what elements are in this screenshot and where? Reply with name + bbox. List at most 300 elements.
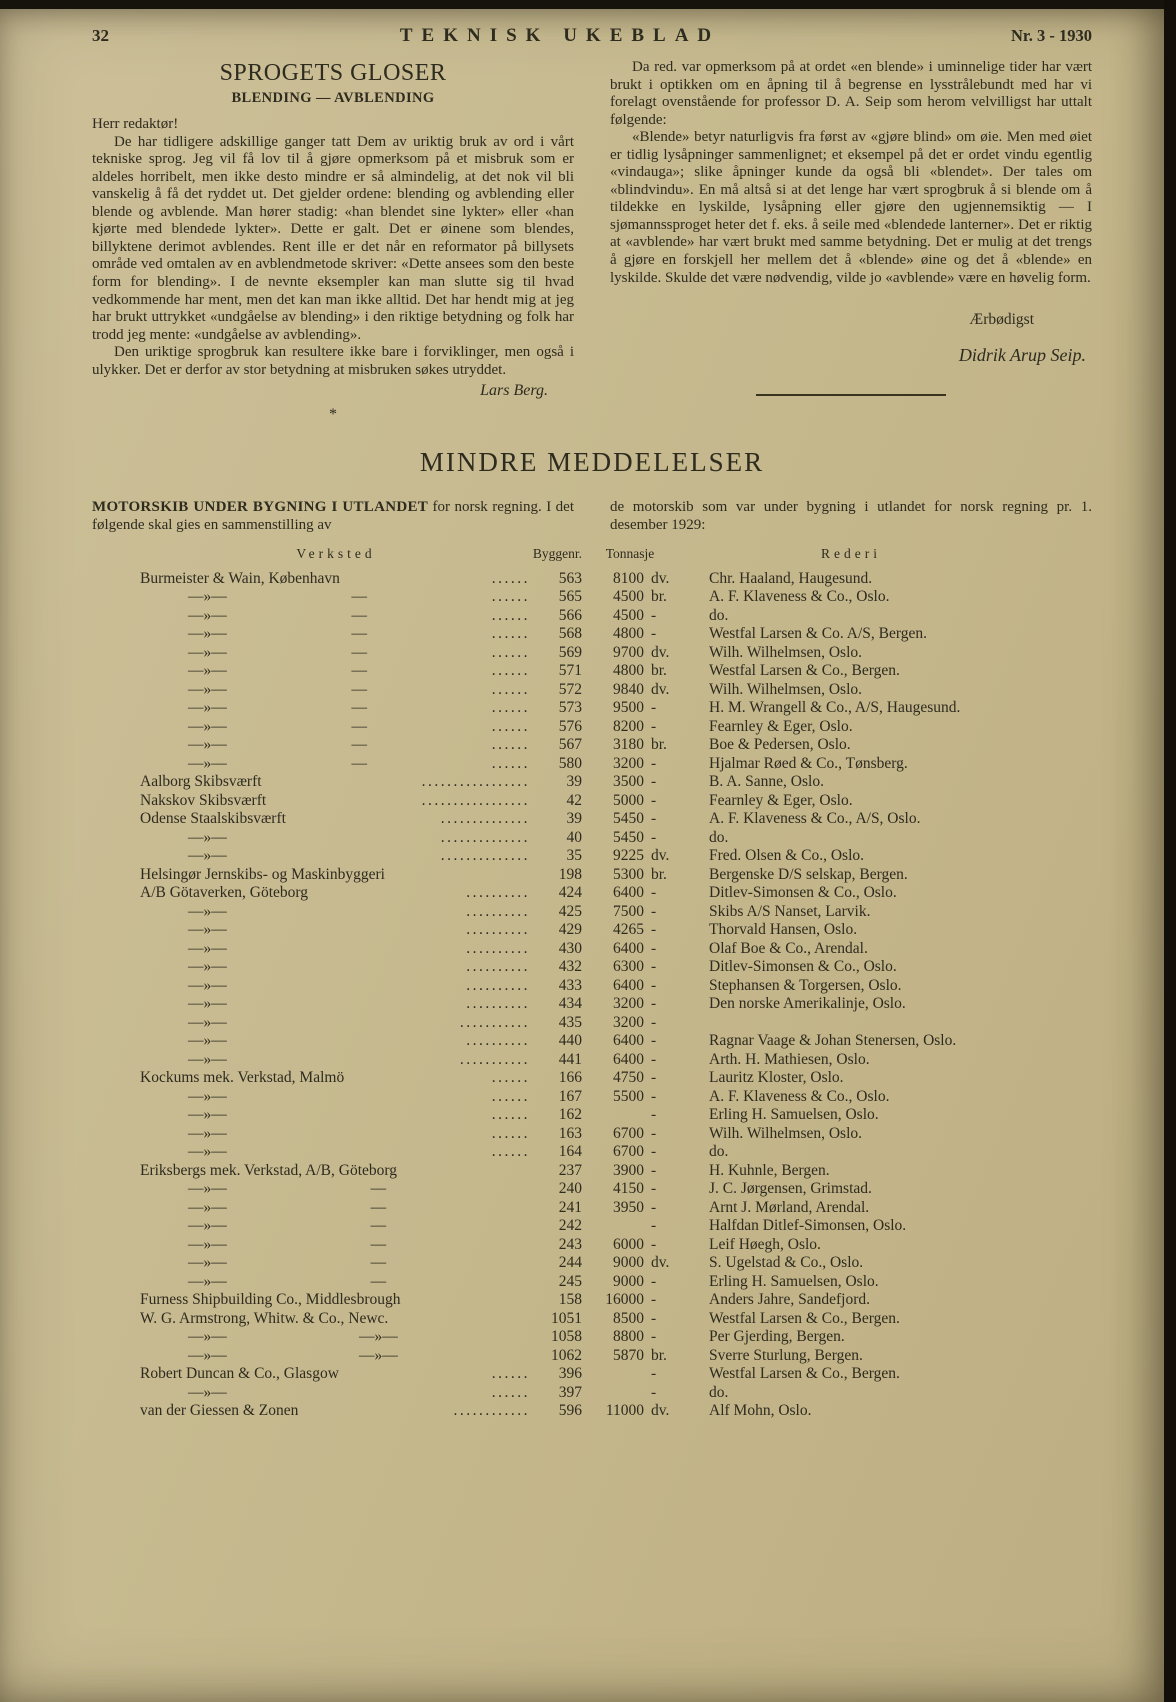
tonnage-unit: - xyxy=(651,810,657,828)
table-row xyxy=(140,1291,1024,1310)
verksted-cell xyxy=(140,699,532,718)
table-row xyxy=(140,1143,1024,1162)
byggenr-cell: 441 xyxy=(558,1050,582,1068)
byggenr-cell: 440 xyxy=(558,1032,582,1050)
table-row xyxy=(140,1236,1024,1255)
tonnage-value: 6300 xyxy=(613,958,644,976)
tonnage-value: 3180 xyxy=(613,736,644,754)
leader-dots: .......... xyxy=(466,921,530,939)
verksted-cell xyxy=(140,1143,532,1162)
rederi-cell: Ragnar Vaage & Johan Stenersen, Oslo. xyxy=(709,1032,957,1050)
verksted-name: —»— xyxy=(188,958,227,976)
tonnage-unit: - xyxy=(651,1217,657,1235)
ditto-mark: — xyxy=(351,754,367,772)
verksted-cell xyxy=(140,1365,532,1384)
header-tonnasje: Tonnasje xyxy=(605,545,655,561)
table-row xyxy=(140,1402,1024,1421)
page-number: 32 xyxy=(92,26,109,45)
byggenr-cell: 1062 xyxy=(551,1346,582,1364)
verksted-cell xyxy=(140,866,532,885)
tonnage-value: 3200 xyxy=(613,995,644,1013)
table-row xyxy=(140,1384,1024,1403)
article-title: SPROGETS GLOSER xyxy=(219,60,447,86)
tonnage-unit: dv. xyxy=(651,643,670,661)
leader-dots: ............ xyxy=(453,1402,530,1420)
table-row xyxy=(140,699,1024,718)
table-row xyxy=(140,1199,1024,1218)
table-row xyxy=(140,1088,1024,1107)
header-byggenr: Byggenr. xyxy=(532,545,582,561)
tonnage-unit: - xyxy=(651,717,657,735)
rederi-cell: Erling H. Samuelsen, Oslo. xyxy=(709,1272,879,1290)
tonnage-value: 9225 xyxy=(613,847,644,865)
verksted-name: Burmeister & Wain, København xyxy=(140,569,340,587)
tonnage-unit: dv. xyxy=(651,680,670,698)
rederi-cell: Erling H. Samuelsen, Oslo. xyxy=(709,1106,879,1124)
verksted-cell xyxy=(140,662,532,681)
tonnage-value: 5870 xyxy=(613,1346,644,1364)
verksted-name: —»— xyxy=(188,662,227,680)
table-row xyxy=(140,681,1024,700)
tonnage-value xyxy=(582,1106,644,1125)
table-row xyxy=(140,1254,1024,1273)
verksted-name: —»— xyxy=(188,1198,227,1216)
tonnage-unit: - xyxy=(651,625,657,643)
tonnage-unit: - xyxy=(651,1180,657,1198)
byggenr-cell: 433 xyxy=(558,976,582,994)
leader-dots: ...... xyxy=(491,1087,530,1105)
leader-dots: .......... xyxy=(466,1032,530,1050)
tonnage-unit: - xyxy=(651,1069,657,1087)
byggenr-cell: 243 xyxy=(558,1235,582,1253)
rederi-cell: Chr. Haaland, Haugesund. xyxy=(709,569,873,587)
rederi-cell: Halfdan Ditlef-Simonsen, Oslo. xyxy=(709,1217,907,1235)
tonnage-value: 16000 xyxy=(605,1291,644,1309)
leader-dots: .......... xyxy=(466,939,530,957)
tonnage-unit: - xyxy=(651,699,657,717)
table-row xyxy=(140,866,1024,885)
byggenr-cell: 576 xyxy=(558,717,582,735)
tonnage-value: 6400 xyxy=(613,939,644,957)
verksted-name: —»— xyxy=(188,1050,227,1068)
verksted-cell xyxy=(140,1310,532,1329)
byggenr-cell: 563 xyxy=(558,569,582,587)
verksted-cell xyxy=(140,755,532,774)
tonnage-value: 3200 xyxy=(613,1013,644,1031)
tonnage-unit: - xyxy=(651,902,657,920)
tonnage-unit: - xyxy=(651,1328,657,1346)
byggenr-cell: 40 xyxy=(566,828,582,846)
byggenr-cell: 435 xyxy=(558,1013,582,1031)
verksted-name: W. G. Armstrong, Whitw. & Co., Newc. xyxy=(140,1309,389,1327)
table-row xyxy=(140,1180,1024,1199)
tonnage-value: 6400 xyxy=(613,884,644,902)
tonnage-value: 9700 xyxy=(613,643,644,661)
table-row xyxy=(140,1032,1024,1051)
table-row xyxy=(140,1162,1024,1181)
leader-dots: ...... xyxy=(491,606,530,624)
byggenr-cell: 35 xyxy=(566,847,582,865)
byggenr-cell: 198 xyxy=(558,865,582,883)
rederi-cell: A. F. Klaveness & Co., Oslo. xyxy=(709,588,890,606)
tonnage-unit: - xyxy=(651,921,657,939)
leader-dots: ........... xyxy=(459,1013,530,1031)
byggenr-cell: 580 xyxy=(558,754,582,772)
tonnage-value: 9500 xyxy=(613,699,644,717)
tonnage-value: 6400 xyxy=(613,976,644,994)
leader-dots: .......... xyxy=(466,976,530,994)
table-row xyxy=(140,1217,1024,1236)
ditto-mark: — xyxy=(351,606,367,624)
tonnage-value: 3900 xyxy=(613,1161,644,1179)
leader-dots: ...... xyxy=(491,1124,530,1142)
rederi-cell: A. F. Klaveness & Co., Oslo. xyxy=(709,1087,890,1105)
table-row xyxy=(140,1125,1024,1144)
tonnage-value: 3950 xyxy=(613,1198,644,1216)
footnote-asterisk: * xyxy=(329,405,337,423)
byggenr-cell: 425 xyxy=(558,902,582,920)
tonnage-unit: - xyxy=(651,1291,657,1309)
byggenr-cell: 158 xyxy=(558,1291,582,1309)
tonnage-unit: - xyxy=(651,1383,657,1401)
ditto-mark: — xyxy=(351,717,367,735)
ditto-mark: — xyxy=(351,736,367,754)
rederi-cell: Fred. Olsen & Co., Oslo. xyxy=(709,847,864,865)
leader-dots: .............. xyxy=(440,828,530,846)
ditto-mark: — xyxy=(351,662,367,680)
verksted-name: van der Giessen & Zonen xyxy=(140,1402,299,1420)
verksted-name: Nakskov Skibsværft xyxy=(140,791,267,809)
verksted-name: —»— xyxy=(188,1383,227,1401)
header-verksted: Verksted xyxy=(296,545,376,561)
byggenr-cell: 242 xyxy=(558,1217,582,1235)
rederi-cell: Thorvald Hansen, Oslo. xyxy=(709,921,858,939)
verksted-name: —»— xyxy=(188,625,227,643)
issue-number: Nr. 3 - 1930 xyxy=(1011,26,1092,45)
verksted-cell xyxy=(140,625,532,644)
verksted-cell xyxy=(140,1069,532,1088)
tonnage-unit: - xyxy=(651,1272,657,1290)
byggenr-cell: 430 xyxy=(558,939,582,957)
rederi-cell: Boe & Pedersen, Oslo. xyxy=(709,736,851,754)
rederi-cell: Skibs A/S Nanset, Larvik. xyxy=(709,902,871,920)
leader-dots: ...... xyxy=(491,680,530,698)
rederi-cell: H. Kuhnle, Bergen. xyxy=(709,1161,830,1179)
scan-edge-right xyxy=(1164,0,1176,1702)
table-row xyxy=(140,662,1024,681)
verksted-cell xyxy=(140,1199,532,1218)
tonnage-value: 8100 xyxy=(613,569,644,587)
table-row xyxy=(140,1273,1024,1292)
byggenr-cell: 566 xyxy=(558,606,582,624)
tonnage-unit: - xyxy=(651,1106,657,1124)
tonnage-unit: - xyxy=(651,1124,657,1142)
leader-dots: ...... xyxy=(491,754,530,772)
table-row xyxy=(140,570,1024,589)
rederi-cell: Westfal Larsen & Co., Bergen. xyxy=(709,662,900,680)
table-row xyxy=(140,1069,1024,1088)
verksted-name: —»— xyxy=(188,1235,227,1253)
verksted-cell xyxy=(140,903,532,922)
article-paragraph: Da red. var opmerksom på at ordet «en blende» i uminnelige tider har vært brukt i optikken om en åpning til å begrense en lysstrålebundt med har vi forelagt ovenstående for professor D. A. Seip som herom velvilligst har uttalt følgende: xyxy=(610,59,1092,128)
verksted-name: —»— xyxy=(188,588,227,606)
byggenr-cell: 572 xyxy=(558,680,582,698)
shipping-table xyxy=(140,546,1024,1421)
section-title: MINDRE MEDDELELSER xyxy=(419,446,765,477)
tonnage-value: 9000 xyxy=(613,1272,644,1290)
tonnage-unit: - xyxy=(651,791,657,809)
table-row xyxy=(140,977,1024,996)
verksted-cell xyxy=(140,1291,532,1310)
verksted-name: —»— xyxy=(188,1124,227,1142)
rederi-cell: H. M. Wrangell & Co., A/S, Haugesund. xyxy=(709,699,961,717)
ditto-mark: — xyxy=(351,625,367,643)
verksted-name: —»— xyxy=(188,939,227,957)
tonnage-value: 5000 xyxy=(613,791,644,809)
byggenr-cell: 397 xyxy=(558,1383,582,1401)
rederi-cell: Alf Mohn, Oslo. xyxy=(709,1402,812,1420)
table-header-row xyxy=(140,546,1024,562)
leader-dots: ................. xyxy=(421,773,530,791)
leader-dots: ...... xyxy=(491,662,530,680)
tonnage-value xyxy=(582,1217,644,1236)
byggenr-cell: 569 xyxy=(558,643,582,661)
tonnage-value: 3200 xyxy=(613,754,644,772)
verksted-cell xyxy=(140,570,532,589)
verksted-name: —»— xyxy=(188,976,227,994)
tonnage-unit: - xyxy=(651,828,657,846)
tonnage-value xyxy=(582,1365,644,1384)
verksted-name: Robert Duncan & Co., Glasgow xyxy=(140,1365,339,1383)
table-row xyxy=(140,773,1024,792)
article-right-column xyxy=(610,59,1092,425)
verksted-cell xyxy=(140,1162,532,1181)
signature-didrik-arup-seip: Didrik Arup Seip. xyxy=(958,345,1086,366)
rederi-cell: S. Ugelstad & Co., Oslo. xyxy=(709,1254,864,1272)
byggenr-cell: 565 xyxy=(558,588,582,606)
byggenr-cell: 245 xyxy=(558,1272,582,1290)
tonnage-unit: br. xyxy=(651,588,667,606)
ditto-mark: — xyxy=(370,1272,387,1290)
leader-dots: .......... xyxy=(466,958,530,976)
tonnage-unit: - xyxy=(651,1198,657,1216)
rederi-cell: Westfal Larsen & Co., Bergen. xyxy=(709,1309,900,1327)
leader-dots: ...... xyxy=(491,1069,530,1087)
table-row xyxy=(140,884,1024,903)
verksted-cell xyxy=(140,1347,532,1366)
byggenr-cell: 1058 xyxy=(551,1328,582,1346)
tonnage-unit: - xyxy=(651,1161,657,1179)
intro-left-text: for norsk regning. I det følgende skal gies en sammenstilling av xyxy=(92,498,574,533)
verksted-cell xyxy=(140,1402,532,1421)
tonnage-value xyxy=(582,1384,644,1403)
verksted-name: Eriksbergs mek. Verkstad, A/B, Göteborg xyxy=(140,1161,398,1179)
verksted-name: —»— xyxy=(188,902,227,920)
verksted-cell xyxy=(140,1106,532,1125)
verksted-name: —»— xyxy=(188,828,227,846)
table-body xyxy=(140,570,1024,1421)
intro-bold-heading: MOTORSKIB UNDER BYGNING I UTLANDET xyxy=(92,498,429,515)
table-row xyxy=(140,903,1024,922)
table-row xyxy=(140,810,1024,829)
byggenr-cell: 240 xyxy=(558,1180,582,1198)
verksted-name: A/B Götaverken, Göteborg xyxy=(140,884,309,902)
byggenr-cell: 573 xyxy=(558,699,582,717)
rederi-cell: Bergenske D/S selskap, Bergen. xyxy=(709,865,908,883)
tonnage-unit: dv. xyxy=(651,569,670,587)
verksted-cell xyxy=(140,977,532,996)
leader-dots: ................. xyxy=(421,791,530,809)
tonnage-unit: - xyxy=(651,884,657,902)
table-row xyxy=(140,1014,1024,1033)
leader-dots: .......... xyxy=(466,995,530,1013)
article-subtitle: BLENDING — AVBLENDING xyxy=(231,90,435,107)
tonnage-unit: br. xyxy=(651,736,667,754)
tonnage-unit: - xyxy=(651,1309,657,1327)
tonnage-value: 6400 xyxy=(613,1050,644,1068)
rederi-cell: Stephansen & Torgersen, Oslo. xyxy=(709,976,902,994)
page-header xyxy=(92,25,1092,47)
verksted-cell xyxy=(140,958,532,977)
tonnage-value: 4500 xyxy=(613,588,644,606)
verksted-name: —»— xyxy=(188,1087,227,1105)
verksted-cell xyxy=(140,736,532,755)
article-paragraph: «Blende» betyr naturligvis fra først av «gjøre blind» om øie. Men med øiet er tidlig lysåpninger sammenlignet; et eksempel på det er ordet vindu egentlig «vindauga»; slike åpninger kunde da også bli «blendet». Der tales om «blindvindu». En må altså si at det lenge har vært sprogbruk å si blende om å tildekke en lyskilde, lysåpning eller gjøre den ugjennemsiktig — I sjømannssproget heter det f. eks. å seile med «blendede lanterner». Det er riktig at «avblende» har vært brukt med samme betydning. Det er mulig at det trengs å gjøre en forskjell her mellem det å «blende» øine og det å «blende» en lyskilde. Skulde det være nødvendig, vilde jo «avblende» være en høvelig form. xyxy=(610,129,1092,286)
verksted-cell xyxy=(140,884,532,903)
rederi-cell: Sverre Sturlung, Bergen. xyxy=(709,1346,863,1364)
leader-dots: ...... xyxy=(491,625,530,643)
verksted-name: —»— xyxy=(188,1254,227,1272)
verksted-name: —»— xyxy=(188,606,227,624)
rederi-cell: Anders Jahre, Sandefjord. xyxy=(709,1291,870,1309)
byggenr-cell: 424 xyxy=(558,884,582,902)
byggenr-cell: 1051 xyxy=(551,1309,582,1327)
tonnage-value: 6700 xyxy=(613,1143,644,1161)
tonnage-value: 8200 xyxy=(613,717,644,735)
verksted-cell xyxy=(140,1014,532,1033)
rederi-cell: Leif Høegh, Oslo. xyxy=(709,1235,821,1253)
table-row xyxy=(140,995,1024,1014)
byggenr-cell: 167 xyxy=(558,1087,582,1105)
tonnage-value: 5300 xyxy=(613,865,644,883)
tonnage-unit: - xyxy=(651,1143,657,1161)
tonnage-value: 7500 xyxy=(613,902,644,920)
rederi-cell: Hjalmar Røed & Co., Tønsberg. xyxy=(709,754,908,772)
rederi-cell xyxy=(685,1014,1024,1033)
tonnage-value: 6000 xyxy=(613,1235,644,1253)
verksted-name: —»— xyxy=(188,680,227,698)
rederi-cell: Westfal Larsen & Co. A/S, Bergen. xyxy=(709,625,928,643)
tonnage-value: 4800 xyxy=(613,662,644,680)
verksted-name: Helsingør Jernskibs- og Maskinbyggeri xyxy=(140,865,385,883)
verksted-name: —»— xyxy=(188,736,227,754)
verksted-cell xyxy=(140,1180,532,1199)
tonnage-unit: - xyxy=(651,995,657,1013)
rederi-cell: Fearnley & Eger, Oslo. xyxy=(709,791,853,809)
verksted-name: Kockums mek. Verkstad, Malmö xyxy=(140,1069,345,1087)
byggenr-cell: 244 xyxy=(558,1254,582,1272)
leader-dots: .............. xyxy=(440,810,530,828)
table-row xyxy=(140,1365,1024,1384)
leader-dots: .......... xyxy=(466,884,530,902)
verksted-name: —»— xyxy=(188,921,227,939)
verksted-name: —»— xyxy=(188,1013,227,1031)
rederi-cell: Wilh. Wilhelmsen, Oslo. xyxy=(709,1124,863,1142)
tonnage-unit: - xyxy=(651,939,657,957)
ditto-mark: — xyxy=(351,588,367,606)
verksted-cell xyxy=(140,1088,532,1107)
ditto-mark: — xyxy=(370,1198,387,1216)
verksted-cell xyxy=(140,1328,532,1347)
verksted-name: —»— xyxy=(188,1272,227,1290)
tonnage-unit: - xyxy=(651,958,657,976)
tonnage-value: 4500 xyxy=(613,606,644,624)
leader-dots: ...... xyxy=(491,699,530,717)
tonnage-unit: - xyxy=(651,976,657,994)
verksted-cell xyxy=(140,681,532,700)
verksted-cell xyxy=(140,940,532,959)
table-row xyxy=(140,921,1024,940)
verksted-cell xyxy=(140,810,532,829)
signature-lars-berg: Lars Berg. xyxy=(480,382,548,400)
table-row xyxy=(140,588,1024,607)
byggenr-cell: 434 xyxy=(558,995,582,1013)
leader-dots: ...... xyxy=(491,717,530,735)
masthead-title: TEKNISK UKEBLAD xyxy=(399,25,721,46)
rederi-cell: do. xyxy=(709,1383,729,1401)
rederi-cell: Per Gjerding, Bergen. xyxy=(709,1328,845,1346)
leader-dots: ...... xyxy=(491,588,530,606)
byggenr-cell: 39 xyxy=(566,810,582,828)
header-rederi: Rederi xyxy=(821,545,881,561)
salutation: Herr redaktør! xyxy=(92,116,179,133)
ditto-mark: — xyxy=(370,1254,387,1272)
verksted-cell xyxy=(140,829,532,848)
table-row xyxy=(140,847,1024,866)
tonnage-unit: dv. xyxy=(651,847,670,865)
table-row xyxy=(140,718,1024,737)
section-intro xyxy=(92,498,1092,534)
verksted-cell xyxy=(140,718,532,737)
leader-dots: ...... xyxy=(491,1106,530,1124)
tonnage-value: 4750 xyxy=(613,1069,644,1087)
byggenr-cell: 42 xyxy=(566,791,582,809)
rederi-cell: Den norske Amerikalinje, Oslo. xyxy=(709,995,906,1013)
byggenr-cell: 241 xyxy=(558,1198,582,1216)
tonnage-value: 5450 xyxy=(613,810,644,828)
tonnage-value: 3500 xyxy=(613,773,644,791)
rederi-cell: J. C. Jørgensen, Grimstad. xyxy=(709,1180,872,1198)
table-row xyxy=(140,958,1024,977)
rederi-cell: Westfal Larsen & Co., Bergen. xyxy=(709,1365,900,1383)
tonnage-unit: - xyxy=(651,606,657,624)
ditto-mark: — xyxy=(370,1180,387,1198)
rederi-cell: Wilh. Wilhelmsen, Oslo. xyxy=(709,643,863,661)
verksted-cell xyxy=(140,995,532,1014)
leader-dots: ...... xyxy=(491,569,530,587)
leader-dots: .......... xyxy=(466,902,530,920)
byggenr-cell: 396 xyxy=(558,1365,582,1383)
verksted-cell xyxy=(140,1032,532,1051)
tonnage-value: 5500 xyxy=(613,1087,644,1105)
leader-dots: ...... xyxy=(491,1383,530,1401)
ditto-mark: —»— xyxy=(359,1328,398,1346)
closing-word: Ærbødigst xyxy=(969,311,1034,329)
scan-edge-top xyxy=(0,0,1176,9)
verksted-cell xyxy=(140,1125,532,1144)
verksted-name: —»— xyxy=(188,995,227,1013)
table-row xyxy=(140,940,1024,959)
